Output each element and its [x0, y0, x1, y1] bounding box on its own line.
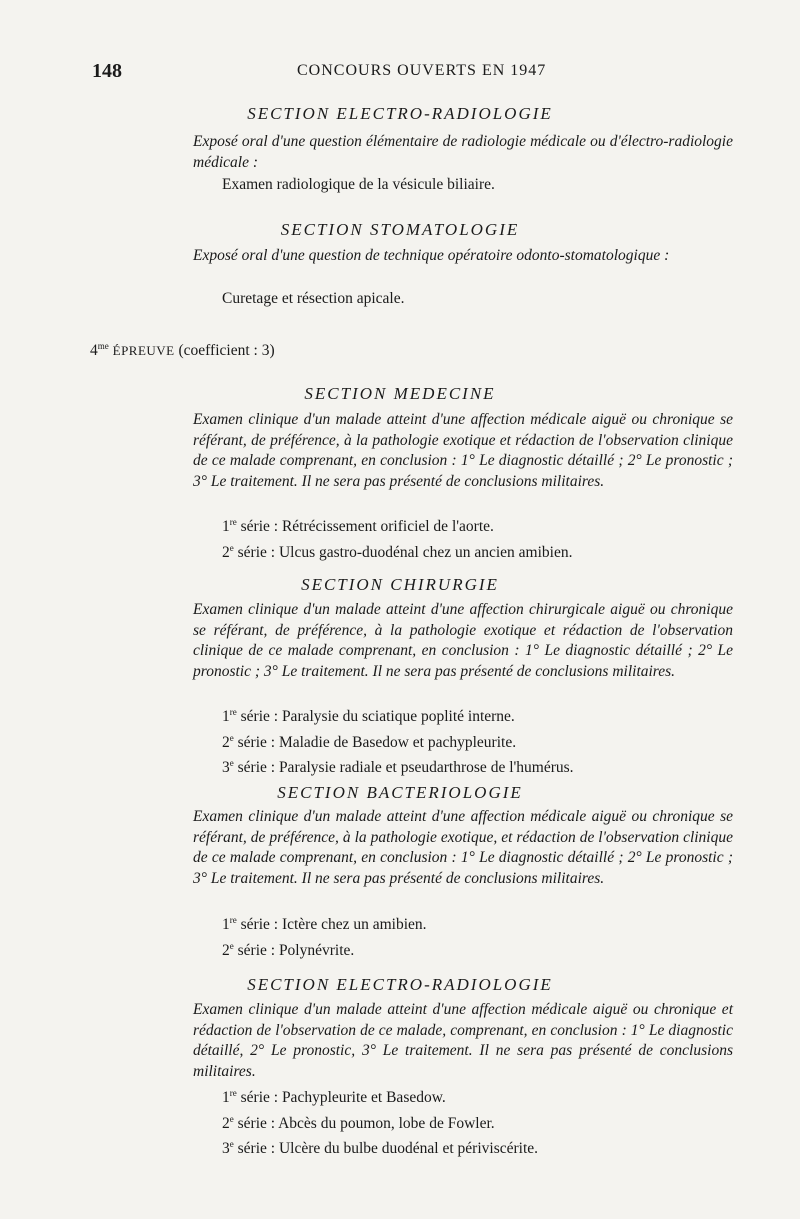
series-list: [222, 1083, 538, 1160]
epreuve-label: ÉPREUVE: [112, 343, 175, 359]
page-number: 148: [92, 60, 122, 82]
running-title: CONCOURS OUVERTS EN 1947: [297, 62, 547, 79]
series-item: 1re série : Rétrécissement orificiel de l'aorte.: [222, 517, 494, 536]
series-item: 1re série : Pachypleurite et Basedow.: [222, 1088, 446, 1107]
section-title-electro-radiologie-2: SECTION ELECTRO-RADIOLOGIE: [247, 975, 553, 994]
series-list: [222, 702, 574, 779]
series-item: 3e série : Ulcère du bulbe duodénal et périviscérite.: [222, 1139, 539, 1158]
section-title-electro-radiologie: SECTION ELECTRO-RADIOLOGIE: [247, 104, 553, 123]
section-title-medecine: SECTION MEDECINE: [304, 384, 496, 403]
section-intro: Exposé oral d'une question élémentaire de radiologie médicale ou d'électro-radiologie médicale :: [193, 133, 733, 171]
series-item: 2e série : Polynévrite.: [222, 940, 355, 959]
section-intro: Examen clinique d'un malade atteint d'une affection chirurgicale aiguë ou chronique se référant, de préférence, à la pathologie exotique et rédaction de l'observation clinique de ce malade comprenant, en conclusion : 1° Le diagnostic détaillé ; 2° Le pronostic ; 3° Le traitement. Il ne sera pas présenté de conclusions militaires.: [193, 601, 733, 680]
page-header: [92, 60, 712, 90]
epreuve-number: 4: [90, 342, 98, 360]
series-item: 2e série : Abcès du poumon, lobe de Fowler.: [222, 1113, 495, 1132]
series-item: 3e série : Paralysie radiale et pseudarthrose de l'humérus.: [222, 758, 574, 777]
series-item: 2e série : Maladie de Basedow et pachypleurite.: [222, 732, 517, 751]
exam-subject: Curetage et résection apicale.: [222, 290, 405, 307]
section-title-bacteriologie: SECTION BACTERIOLOGIE: [277, 783, 523, 802]
section-intro: Examen clinique d'un malade atteint d'une affection médicale aiguë ou chronique se référant, de préférence, à la pathologie exotique, et rédaction de l'observation clinique de ce malade comprenant, en conclusion : 1° Le diagnostic détaillé ; 2° Le pronostic ; 3° Le traitement. Il ne sera pas présenté de conclusions militaires.: [193, 808, 733, 887]
epreuve-heading: [90, 341, 275, 360]
series-list: [222, 910, 427, 961]
epreuve-coefficient: (coefficient : 3): [178, 342, 275, 360]
section-intro: Exposé oral d'une question de technique opératoire odonto-stomatologique :: [193, 247, 670, 264]
section-title-chirurgie: SECTION CHIRURGIE: [301, 575, 499, 594]
series-item: 2e série : Ulcus gastro-duodénal chez un ancien amibien.: [222, 542, 573, 561]
series-item: 1re série : Ictère chez un amibien.: [222, 915, 427, 934]
exam-subject: Examen radiologique de la vésicule biliaire.: [222, 176, 495, 193]
series-item: 1re série : Paralysie du sciatique poplité interne.: [222, 707, 515, 726]
series-list: [222, 512, 572, 563]
section-title-stomatologie: SECTION STOMATOLOGIE: [280, 220, 520, 239]
epreuve-sup: me: [97, 341, 109, 351]
section-intro: Examen clinique d'un malade atteint d'une affection médicale aiguë ou chronique et rédaction de l'observation de ce malade, comprenant, en conclusion : 1° Le diagnostic détaillé, 2° Le pronostic, 3° Le traitement. Il ne sera pas présenté de conclusions militaires.: [193, 1001, 733, 1080]
section-intro: Examen clinique d'un malade atteint d'une affection médicale aiguë ou chronique se référant, de préférence, à la pathologie exotique et rédaction de l'observation clinique de ce malade comprenant, en conclusion : 1° Le diagnostic détaillé ; 2° Le pronostic ; 3° Le traitement. Il ne sera pas présenté de conclusions militaires.: [193, 411, 733, 490]
